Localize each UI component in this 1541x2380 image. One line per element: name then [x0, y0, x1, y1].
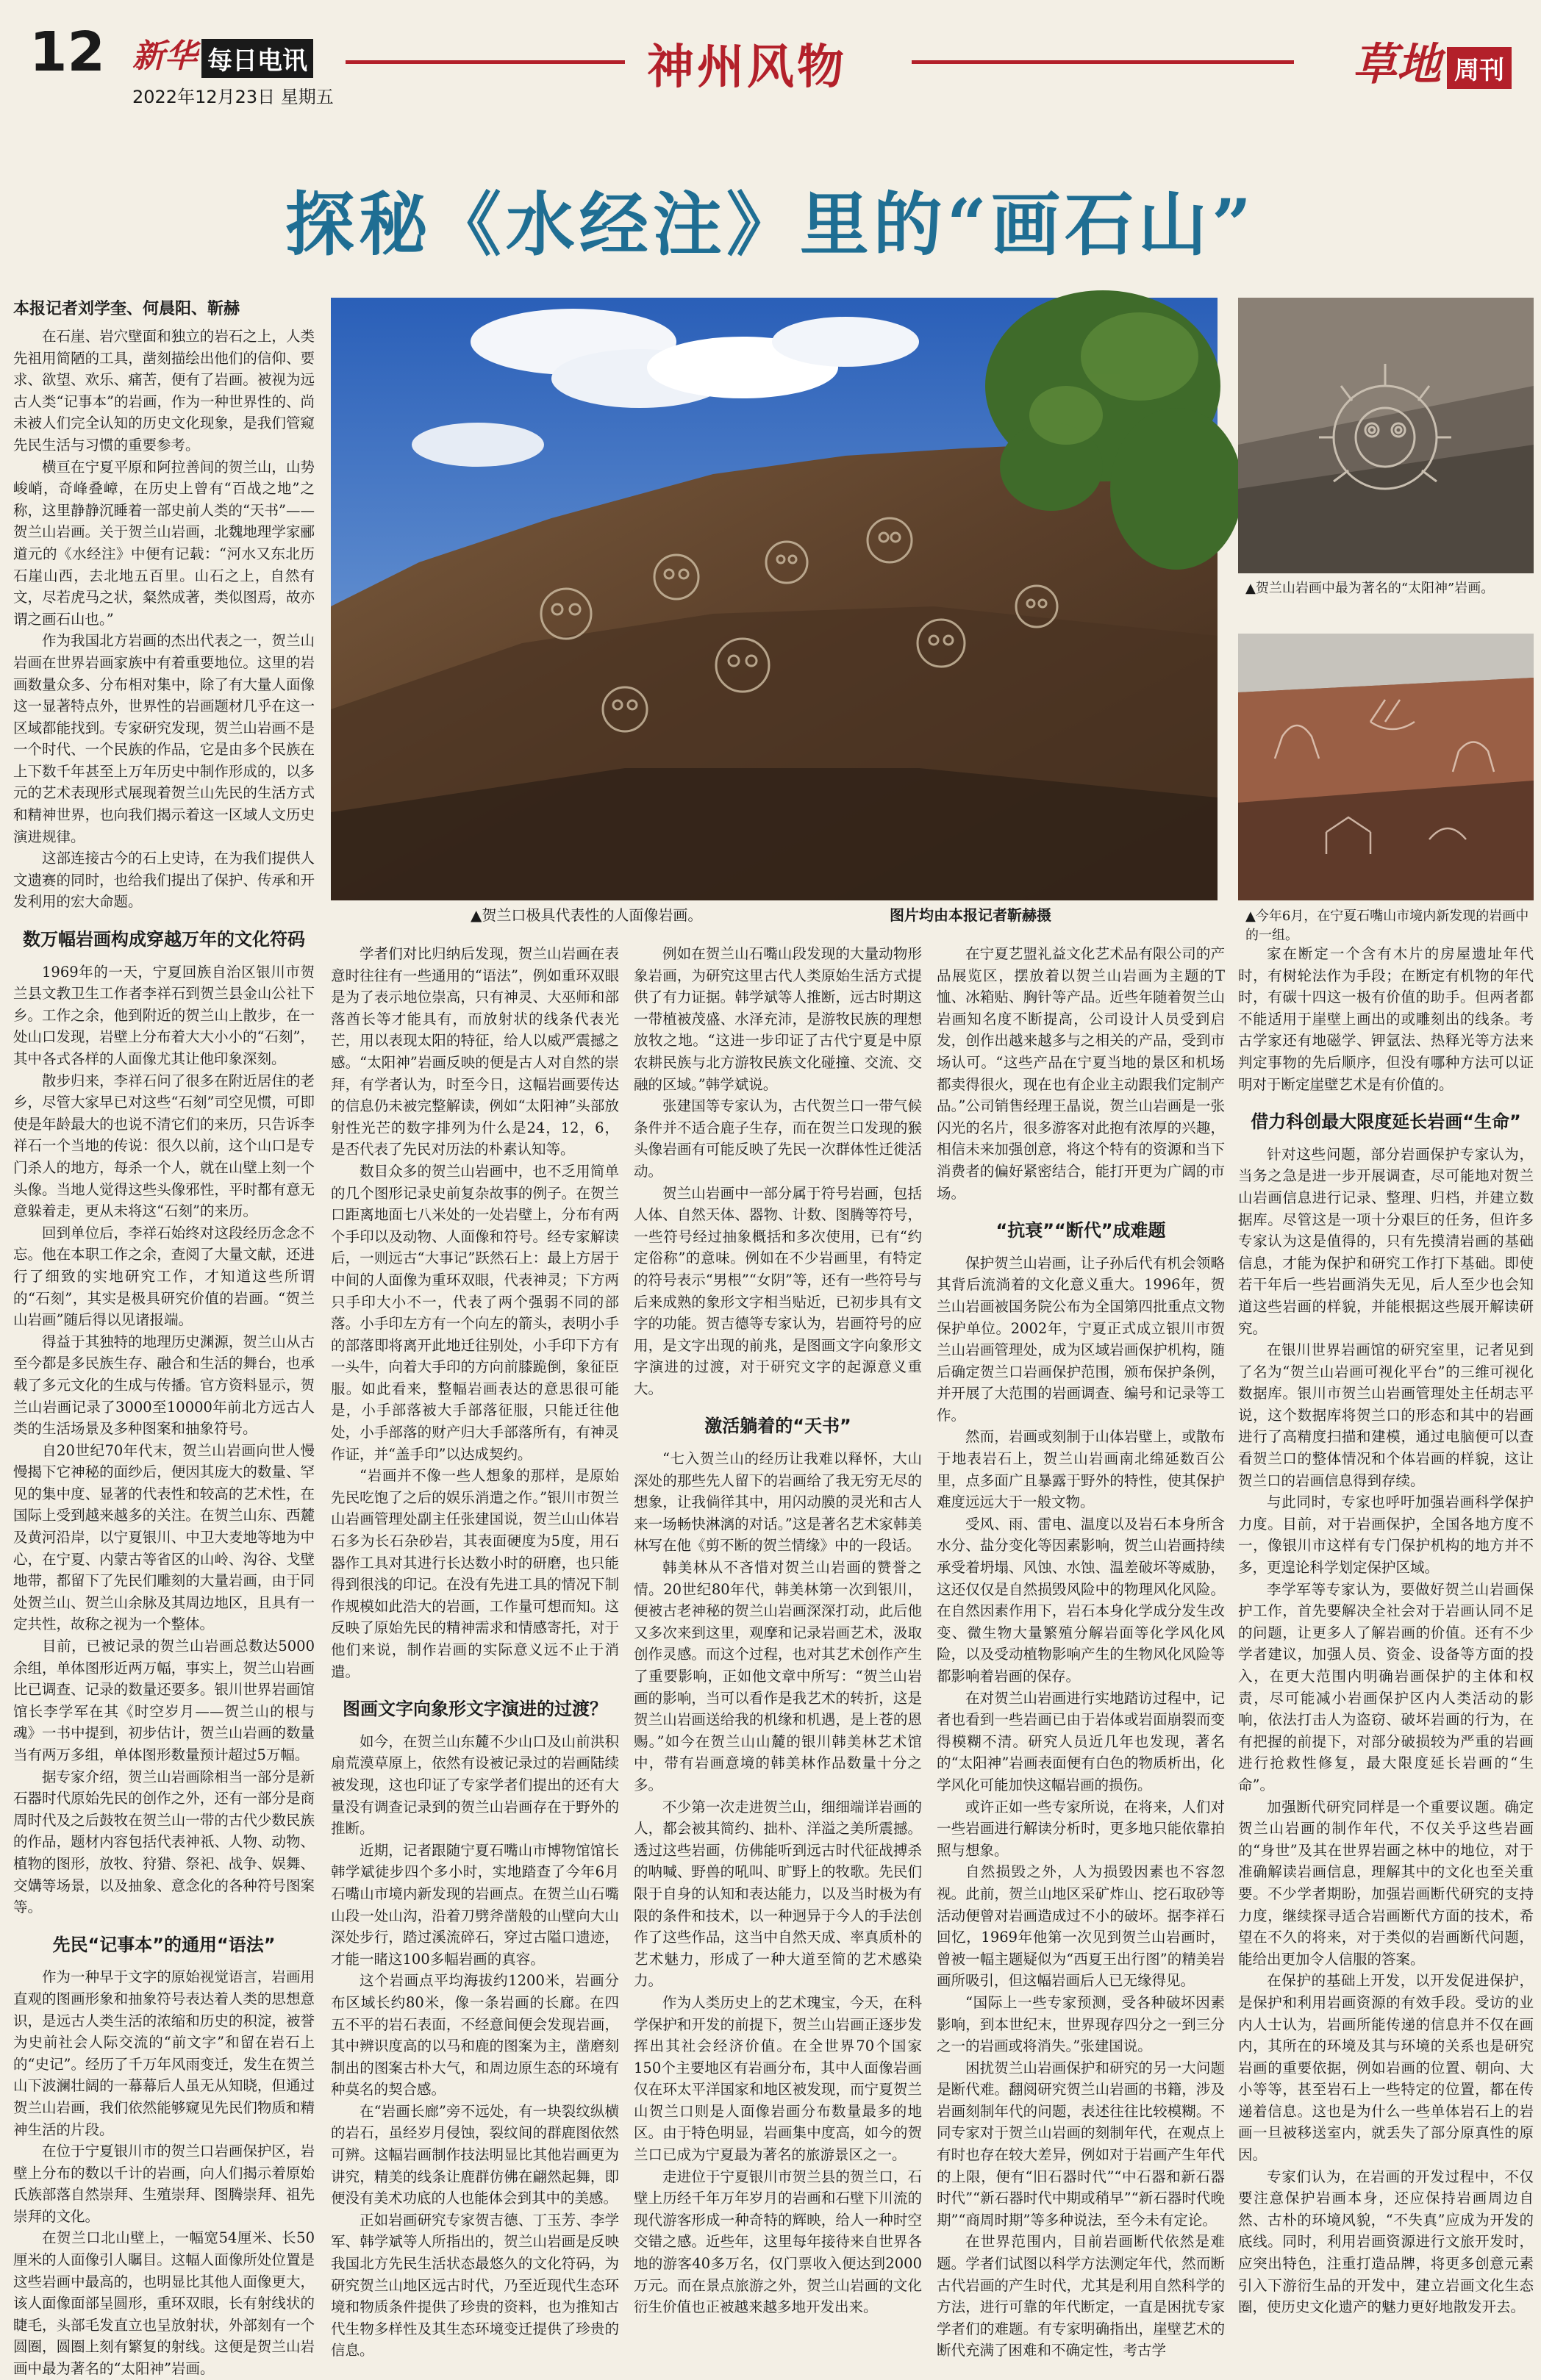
article-paragraph: 针对这些问题，部分岩画保护专家认为，当务之急是进一步开展调查，尽可能地对贺兰山岩画信息进行记录、整理、归档，并建立数据库。尽管这是一项十分艰巨的任务，但许多专家认为这是值得的，只有先摸清岩画的基础信息，才能为保护和研究工作打下基础。即使若干年后一些岩画消失无见，后人至少也会知道这些岩画的样貌，并能根据这些展开解读研究。 [1238, 1145, 1534, 1337]
article-paragraph: 近期，记者跟随宁夏石嘴山市博物馆馆长韩学斌徒步四个多小时，实地踏查了今年6月石嘴山市境内新发现的岩画点。在贺兰山石嘴山段一处山沟，沿着刀劈斧凿般的山壁向大山深处步行，踏过溪流碎石，穿过古隘口遗迹，才能一睹这100多幅岩画的真容。 [331, 1841, 619, 1968]
article-paragraph: 李学军等专家认为，要做好贺兰山岩画保护工作，首先要解决全社会对于岩画认同不足的问题，让更多人了解岩画的价值。还有不少学者建议，加强人员、资金、设备等方面的投入，在更大范围内明确岩画保护的主体和权责，尽可能减小岩画保护区内人类活动的影响，依法打击人为盗窃、破坏岩画的行为，在有把握的前提下，对部分破损较为严重的岩画进行抢救性修复，最大限度延长岩画的“生命”。 [1238, 1580, 1534, 1793]
article-paragraph: 据专家介绍，贺兰山岩画除相当一部分是新石器时代原始先民的创作之外，还有一部分是商周时代及之后鼓牧在贺兰山一带的古代少数民族的作品，题材内容包括代表神祇、人物、动物、植物的图形，放牧、狩猎、祭祀、战争、娱舞、交媾等场景，以及抽象、意念化的各种符号图案等。 [13, 1768, 315, 1916]
article-paragraph: 横亘在宁夏平原和阿拉善间的贺兰山，山势峻峭，奇峰叠嶂，在历史上曾有“百战之地”之称，这里静静沉睡着一部史前人类的“天书”——贺兰山岩画。关于贺兰山岩画，北魏地理学家郦道元的《水经注》中便有记载：“河水又东北历石崖山西，去北地五百里。山石之上，自然有文，尽若虎马之状，粲然成著，类似图焉，故亦谓之画石山也。” [13, 458, 315, 628]
weekly-logo [1353, 29, 1512, 93]
article-paragraph: 学者们对比归纳后发现，贺兰山岩画在表意时往往有一些通用的“语法”，例如重环双眼是为了表示地位崇高，只有神灵、大巫师和部落酋长等才能具有，而放射状的线条代表光芒，用以表现太阳的特征，给人以威严震撼之感。“太阳神”岩画反映的便是古人对自然的崇拜，有学者认为，时至今日，这幅岩画要传达的信息仍未被完整解读，例如“太阳神”头部放射性光芒的数字排列为什么是24，12，6，是否代表了先民对历法的朴素认知等。 [331, 945, 619, 1158]
article-paragraph: 或许正如一些专家所说，在将来，人们对一些岩画进行解读分析时，更多地只能依靠拍照与想象。 [937, 1798, 1225, 1859]
article-paragraph: 目前，已被记录的贺兰山岩画总数达5000余组，单体图形近两万幅，事实上，贺兰山岩画比已调查、记录的数量还要多。银川世界岩画馆馆长李学军在其《时空岁月——贺兰山的根与魂》一书中提到，初步估计，贺兰山岩画的数量当有两万多组，单体图形数量预计超过5万幅。 [13, 1638, 315, 1763]
sun-god-caption: ▲贺兰山岩画中最为著名的“太阳神”岩画。 [1245, 581, 1495, 596]
article-paragraph: 在贺兰口北山壁上，一幅宽54厘米、长50厘米的人面像引人瞩目。这幅人面像所处位置是这些岩画中最高的，也明显比其他人面像更大，该人面像面部呈圆形，重环双眼，长有射线状的睫毛，头部毛发直立也呈放射状，外部刻有一个圆圈，圆圈上刻有繁复的射线。这便是贺兰山岩画中最为著名的“太阳神”岩画。 [13, 2229, 315, 2378]
article-paragraph: 例如在贺兰山石嘴山段发现的大量动物形象岩画，为研究这里古代人类原始生活方式提供了有力证据。韩学斌等人推断，远古时期这一带植被茂盛、水泽充沛，是游牧民族的理想放牧之地。“这进一步印证了古代宁夏是中原农耕民族与北方游牧民族文化碰撞、交流、交融的区域。”韩学斌说。 [634, 945, 922, 1093]
article-paragraph: 1969年的一天，宁夏回族自治区银川市贺兰县文教卫生工作者李祥石到贺兰县金山公社下乡。工作之余，他到附近的贺兰山上散步，在一处山口发现，岩壁上分布着大大小小的“石刻”，其中各式各样的人面像尤其让他印象深刻。 [13, 963, 315, 1067]
text-column-4 [937, 943, 1225, 2359]
article-paragraph: 这部连接古今的石上史诗，在为我们提供人文遗赛的同时，也给我们提出了保护、传承和开发利用的宏大命题。 [13, 850, 315, 911]
sun-god-image [1238, 298, 1534, 573]
article-paragraph: 在对贺兰山岩画进行实地踏访过程中，记者也看到一些岩画已由于岩体或岩面崩裂而变得模糊不清。研究人员近几年也发现，著名的“太阳神”岩画表面便有白色的物质析出，化学风化可能加快这幅岩画的损伤。 [937, 1689, 1225, 1793]
article-paragraph: “岩画并不像一些人想象的那样，是原始先民吃饱了之后的娱乐消遣之作。”银川市贺兰山岩画管理处副主任张建国说，贺兰山山体岩石多为长石杂砂岩，其表面硬度为5度，用石器作工具对其进行长达数小时的研磨，也只能得到很浅的印记。在没有先进工具的情况下制作规模如此浩大的岩画，工作量可想而知。这反映了原始先民的精神需求和情感寄托，对于他们来说，制作岩画的实际意义远不止于消遣。 [331, 1467, 619, 1680]
headline: 探秘《水经注》里的“画石山” [285, 184, 1256, 265]
article-paragraph: 家在断定一个含有木片的房屋遗址年代时，有树轮法作为手段；在断定有机物的年代时，有碳十四这一极有价值的助手。但两者都不能适用于崖壁上画出的或雕刻出的线条。考古学家还有地磁学、钾氩法、热释光等方法来判定事物的先后顺序，但没有哪种方法可以证明对于断定崖壁艺术是有价值的。 [1238, 945, 1534, 1093]
brand-sub: 每日电讯 [201, 39, 313, 78]
article-paragraph: 自然损毁之外，人为损毁因素也不容忽视。此前，贺兰山地区采矿炸山、挖石取砂等活动便曾对岩画造成过不小的破坏。据李祥石回忆，1969年他第一次见到贺兰山岩画时，曾被一幅主题疑似为“西夏王出行图”的精美岩画所吸引，但这幅岩画后人已无缘得见。 [937, 1863, 1225, 1990]
weekly-sub: 周刊 [1447, 47, 1512, 89]
article-paragraph: 保护贺兰山岩画，让子孙后代有机会领略其背后流淌着的文化意义重大。1996年，贺兰山岩画被国务院公布为全国第四批重点文物保护单位。2002年，宁夏正式成立银川市贺兰山岩画管理处，成为区域岩画保护机构，随后确定贺兰口岩画保护范围，颁布保护条例，并开展了大范围的岩画调查、编号和记录等工作。 [937, 1254, 1225, 1424]
article-paragraph: 作为人类历史上的艺术瑰宝，今天，在科学保护和开发的前提下，贺兰山岩画正逐步发挥出其社会经济价值。在全世界70个国家150个主要地区有岩画分布，其中人面像岩画仅在环太平洋国家和地区被发现，而宁夏贺兰山贺兰口则是人面像岩画分布数量最多的地区。由于特色明显，岩画集中度高，如今的贺兰口已成为宁夏最为著名的旅游景区之一。 [634, 1993, 922, 2164]
main-photo-caption: ▲贺兰口极具代表性的人面像岩画。 [471, 906, 703, 924]
article-paragraph: 走进位于宁夏银川市贺兰县的贺兰口，石壁上历经千年万年岁月的岩画和石壁下川流的现代游客形成一种奇特的辉映，给人一种时空交错之感。近些年，这里每年接待来自世界各地的游客40多万名，仅门票收入便达到2000万元。而在景点旅游之外，贺兰山岩画的文化衍生价值也正被越来越多地开发出来。 [634, 2168, 922, 2316]
article-paragraph: 这个岩画点平均海拔约1200米，岩画分布区域长约80米，像一条岩画的长廊。在四五不平的岩石表面，不经意间便会发现岩画，其中辨识度高的以马和鹿的图案为主，凿磨刻制出的图案古朴大气，和周边原生态的环境有种莫名的契合感。 [331, 1972, 619, 2098]
section-subheading: 借力科创最大限度延长岩画“生命” [1251, 1111, 1521, 1133]
new-find-image [1238, 634, 1534, 900]
article-paragraph: 困扰贺兰山岩画保护和研究的另一大问题是断代难。翻阅研究贺兰山岩画的书籍，涉及岩画刻制年代的问题，表述往往比较模糊。不同专家对于贺兰山岩画的刻制年代，在观点上有时也存在较大差异，例如对于岩画产生年代的上限，便有“旧石器时代”“中石器和新石器时代”“新石器时代中期或稍早”“新石器时代晚期”“商周时期”等多种说法，至今未有定论。 [937, 2059, 1225, 2229]
weekly-name: 草地 [1353, 39, 1441, 90]
section-rule-left [346, 60, 625, 64]
rock-art-cliff-image [331, 298, 1218, 900]
article-paragraph: 作为一种早于文字的原始视觉语言，岩画用直观的图画形象和抽象符号表达着人类的思想意识，是远古人类生活的浓缩和历史的积淀，被誉为史前社会人际交流的“前文字”和留在岩石上的“史记”。经历了千万年风雨变迁，发生在贺兰山下波澜壮阔的一幕幕后人虽无从知晓，但通过贺兰山岩画，我们依然能够窥见先民们物质和精神生活的片段。 [13, 1968, 315, 2138]
article-paragraph: 在保护的基础上开发，以开发促进保护，是保护和利用岩画资源的有效手段。受访的业内人士认为，岩画所能传递的信息并不仅在画内，其所在的环境及其与环境的关系也是研究岩画的重要依据，例如岩画的位置、朝向、大小等等，甚至岩石上一些特定的位置，都在传递着信息。这也是为什么一些单体岩石上的岩画一旦被移送室内，就丢失了部分原真性的原因。 [1238, 1972, 1534, 2164]
article-paragraph: 作为我国北方岩画的杰出代表之一，贺兰山岩画在世界岩画家族中有着重要地位。这里的岩画数量众多、分布相对集中，除了有大量人面像这一显著特点外，世界性的岩画题材几乎在这一区域都能找到。专家研究发现，贺兰山岩画不是一个时代、一个民族的作品，它是由多个民族在上下数千年甚至上万年历史中制作形成的，以多元的艺术表现形式展现着贺兰山先民的生活方式和精神世界，也向我们揭示着这一区域人文历史演进规律。 [13, 632, 315, 845]
sun-god-photo [1238, 298, 1534, 573]
brand-logo [132, 29, 313, 78]
new-find-photo [1238, 634, 1534, 900]
article-paragraph: 在世界范围内，目前岩画断代依然是难题。学者们试图以科学方法测定年代，然而断古代岩画的产生时代，尤其是利用自然科学的方法，进行可靠的年代断定，一直是困扰专家学者们的难题。有专家明确指出，崖壁艺术的断代充满了困难和不确定性，考古学 [937, 2233, 1225, 2359]
article-paragraph: “七入贺兰山的经历让我难以释怀，大山深处的那些先人留下的岩画给了我无穷无尽的想象，让我倘徉其中，用闪动膜的灵光和古人来一场畅快淋漓的对话。”这是著名艺术家韩美林写在他《剪不断的贺兰情缘》中的一段话。 [634, 1450, 922, 1555]
article-paragraph: 在“岩画长廊”旁不远处，有一块裂纹纵横的岩石，虽经岁月侵蚀，裂纹间的群鹿图依然可辨。这幅岩画制作技法明显比其他岩画更为讲究，精美的线条让鹿群仿佛在翩然起舞，即便没有美术功底的人也能体会到其中的美感。 [331, 2102, 619, 2207]
article-paragraph: 得益于其独特的地理历史渊源，贺兰山从古至今都是多民族生存、融合和生活的舞台，也承载了多元文化的生成与传播。官方资料显示，贺兰山岩画记录了3000至10000年前北方远古人类的生活场景及多种图案和抽象符号。 [13, 1333, 315, 1438]
article-paragraph: 不少第一次走进贺兰山，细细端详岩画的人，都会被其简约、拙朴、洋溢之美所震撼。透过这些岩画，仿佛能听到远古时代征战搏杀的呐喊、野兽的吼叫、旷野上的牧歌。先民们限于自身的认知和表达能力，以及当时极为有限的条件和技术，以一种迥异于今人的手法创作了这些作品，这当中自然天成、率真质朴的艺术魅力，形成了一种大道至简的艺术感染力。 [634, 1798, 922, 1990]
section-subheading: 激活躺着的“天书” [704, 1416, 851, 1437]
section-subheading: 先民“记事本”的通用“语法” [52, 1934, 276, 1955]
article-paragraph: 张建国等专家认为，古代贺兰口一带气候条件并不适合鹿子生存，而在贺兰口发现的猴头像岩画有可能反映了先民一次群体性迁徙活动。 [634, 1097, 922, 1180]
section-subheading: 图画文字向象形文字演进的过渡？ [343, 1699, 607, 1720]
article-paragraph: 散步归来，李祥石问了很多在附近居住的老乡，尽管大家早已对这些“石刻”司空见惯，可即使是年龄最大的也说不清它们的来历，只告诉李祥石一个当地的传说：很久以前，这个山口是专门杀人的地方，每杀一个人，就在山壁上刻一个头像。当地人觉得这些头像邪性，平时都有意无意躲着走，更从未将这“石刻”的来历。 [13, 1072, 315, 1220]
article-paragraph: 在石崖、岩穴壁面和独立的岩石之上，人类先祖用简陋的工具，凿刻描绘出他们的信仰、要求、欲望、欢乐、痛苦，便有了岩画。被视为远古人类“记事本”的岩画，作为一种世界性的、尚未被人们完全认知的历史文化现象，是我们管窥先民生活与习惯的重要参考。 [13, 328, 315, 454]
article-paragraph: 正如岩画研究专家贺吉德、丁玉芳、李学军、韩学斌等人所指出的，贺兰山岩画是反映我国北方先民生活状态最悠久的文化符码，为研究贺兰山地区远古时代，乃至近现代生态环境和物质条件提供了珍贵的资料，也为推知古代生物多样性及其生态环境变迁提供了珍贵的信息。 [331, 2211, 619, 2359]
photo-credit: 图片均由本报记者靳赫摄 [890, 906, 1051, 924]
article-paragraph: 在宁夏艺盟礼益文化艺术品有限公司的产品展览区，摆放着以贺兰山岩画为主题的T恤、冰箱贴、胸针等产品。近些年随着贺兰山岩画知名度不断提高，公司设计人员受到启发，创作出越来越多与之相关的产品，受到市场认可。“这些产品在宁夏当地的景区和机场都卖得很火，现在也有企业主动跟我们定制产品。”公司销售经理王晶说，贺兰山岩画是一张闪光的名片，很多游客对此抱有浓厚的兴趣，相信未来加强创意，将这个特有的资源和当下消费者的偏好紧密结合，能打开更为广阔的市场。 [937, 945, 1225, 1202]
article-paragraph: 回到单位后，李祥石始终对这段经历念念不忘。他在本职工作之余，查阅了大量文献，还进行了细致的实地研究工作，才知道这些所谓的“石刻”，其实是极具研究价值的岩画。“贺兰山岩画”随后得以见诸报端。 [13, 1224, 315, 1329]
article-paragraph: 在位于宁夏银川市的贺兰口岩画保护区，岩壁上分布的数以千计的岩画，向人们揭示着原始氏族部落自然崇拜、生殖崇拜、图腾崇拜、祖先崇拜的文化。 [13, 2143, 315, 2225]
article-paragraph: 然而，岩画或刻制于山体岩壁上，或散布于地表岩石上，贺兰山岩画南北绵延数百公里，点多面广且暴露于野外的特性，使其保护难度远远大于一般文物。 [937, 1428, 1225, 1511]
section-subheading: 数万幅岩画构成穿越万年的文化符码 [23, 929, 305, 950]
article-paragraph: 韩美林从不吝惜对贺兰山岩画的赞誉之情。20世纪80年代，韩美林第一次到银川，便被古老神秘的贺兰山岩画深深打动，此后他又多次来到这里，观摩和记录岩画艺术，汲取创作灵感。而这个过程，也对其艺术创作产生了重要影响，正如他文章中所写：“贺兰山岩画的影响，当可以看作是我艺术的转折，这是贺兰山岩画送给我的机缘和机遇，是上苍的恩赐。”如今在贺兰山山麓的银川韩美林艺术馆中，带有岩画意境的韩美林作品数量十分之多。 [634, 1559, 922, 1793]
article-paragraph: 数目众多的贺兰山岩画中，也不乏用简单的几个图形记录史前复杂故事的例子。在贺兰口距离地面七八米处的一处岩壁上，分布有两个手印以及动物、人面像和符号。经专家解读后，一则远古“大事记”跃然石上：最上方居于中间的人面像为重环双眼，代表神灵；下方两只手印大小不一，代表了两个强弱不同的部落。小手印左方有一个向左的箭头，表明小手的部落即将离开此地迁往别处，小手印下方有一头牛，向着大手印的方向前膝跪倒，象征臣服。如此看来，整幅岩画表达的意思很可能是，小手部落被大手部落征服，只能迁往他处，小手部落的财产归大手部落所有，有神灵作证，并“盖手印”以达成契约。 [331, 1162, 619, 1463]
article-paragraph: “国际上一些专家预测，受各种破坏因素影响，到本世纪末，世界现存四分之一到三分之一的岩画或将消失。”张建国说。 [937, 1993, 1225, 2055]
article-paragraph: 加强断代研究同样是一个重要议题。确定贺兰山岩画的制作年代，不仅关乎这些岩画的“身世”及其在世界岩画之林中的地位，对于准确解读岩画信息，理解其中的文化也至关重要。不少学者期盼，加强岩画断代研究的支持力度，继续探寻适合岩画断代方面的技术，希望在不久的将来，对于类似的岩画断代问题，能给出更加令人信服的答案。 [1238, 1798, 1534, 1968]
article-paragraph: 如今，在贺兰山东麓不少山口及山前洪积扇荒漠草原上，依然有设被记录过的岩画陆续被发现，这也印证了专家学者们提出的还有大量没有调查记录到的贺兰山岩画存在于野外的推断。 [331, 1732, 619, 1838]
article-paragraph: 贺兰山岩画中一部分属于符号岩画，包括人体、自然天体、器物、计数、图腾等符号，一些符号经过抽象概括和多次使用，已有“约定俗称”的意味。例如在不少岩画里，有特定的符号表示“男根”“女阴”等，还有一些符号与后来成熟的象形文字相当贴近，已初步具有文字的功能。贺吉德等专家认为，岩画符号的应用，是文字出现的前兆，是图画文字向象形文字演进的过渡，对于研究文字的起源意义重大。 [634, 1184, 922, 1397]
section-rule-right [912, 60, 1294, 64]
brand-name: 新华 [132, 37, 197, 75]
article-paragraph: 专家们认为，在岩画的开发过程中，不仅要注意保护岩画本身，还应保持岩画周边自然、古朴的环境风貌，“不失真”应成为开发的底线。同时，利用岩画资源进行文旅开发时，应突出特色，注重打造品牌，将更多创意元素引入下游衍生品的开发中，建立岩画文化生态圈，使历史文化遗产的魅力更好地散发开去。 [1238, 2168, 1534, 2316]
page-number: 12 [29, 21, 105, 84]
text-column-5 [1238, 943, 1534, 2316]
article-paragraph: 在银川世界岩画馆的研究室里，记者见到了名为“贺兰山岩画可视化平台”的三维可视化数据库。银川市贺兰山岩画管理处主任胡志平说，这个数据库将贺兰口的形态和其中的岩画进行了高精度扫描和建模，通过电脑便可以查看贺兰口的整体情况和个体岩画的样貌，这让贺兰口的岩画信息得到存续。 [1238, 1341, 1534, 1489]
byline: 本报记者刘学奎、何晨阳、靳赫 [13, 300, 240, 318]
new-find-caption: ▲今年6月，在宁夏石嘴山市境内新发现的岩画中的一组。 [1245, 908, 1529, 943]
article-paragraph: 受风、雨、雷电、温度以及岩石本身所含水分、盐分变化等因素影响，贺兰山岩画持续承受着坍塌、风蚀、水蚀、温差破坏等威胁，这还仅仅是自然损毁风险中的物理风化风险。在自然因素作用下，岩石本身化学成分发生改变、微生物大量繁殖分解岩面等化学风化风险，以及受动植物影响产生的生物风化风险等都影响着岩画的保存。 [937, 1515, 1225, 1685]
section-subheading: “抗衰”“断代”成难题 [995, 1220, 1166, 1241]
text-column-3 [634, 943, 922, 2316]
article-paragraph: 自20世纪70年代末，贺兰山岩画向世人慢慢揭下它神秘的面纱后，便因其庞大的数量、罕见的集中度、显著的代表性和较高的艺术性，在国际上受到越来越多的关注。在贺兰山东、西麓及黄河沿岸，以宁夏银川、中卫大麦地等地为中心，在宁夏、内蒙古等省区的山岭、沟谷、戈壁地带，都留下了先民们雕刻的大量岩画，由于同处贺兰山、贺兰山余脉及其周边地区，且具有一定共性，故称之视为一个整体。 [13, 1441, 315, 1633]
section-title: 神州风物 [647, 40, 847, 95]
main-photo [331, 298, 1218, 900]
text-column-1 [13, 326, 315, 2378]
article-paragraph: 与此同时，专家也呼吁加强岩画科学保护力度。目前，对于岩画保护，全国各地方度不一，像银川市这样有专门保护机构的地方并不多，更遑论科学划定保护区域。 [1238, 1494, 1534, 1577]
masthead [0, 0, 1541, 129]
issue-date: 2022年12月23日 星期五 [132, 87, 334, 107]
text-column-2 [331, 943, 619, 2359]
